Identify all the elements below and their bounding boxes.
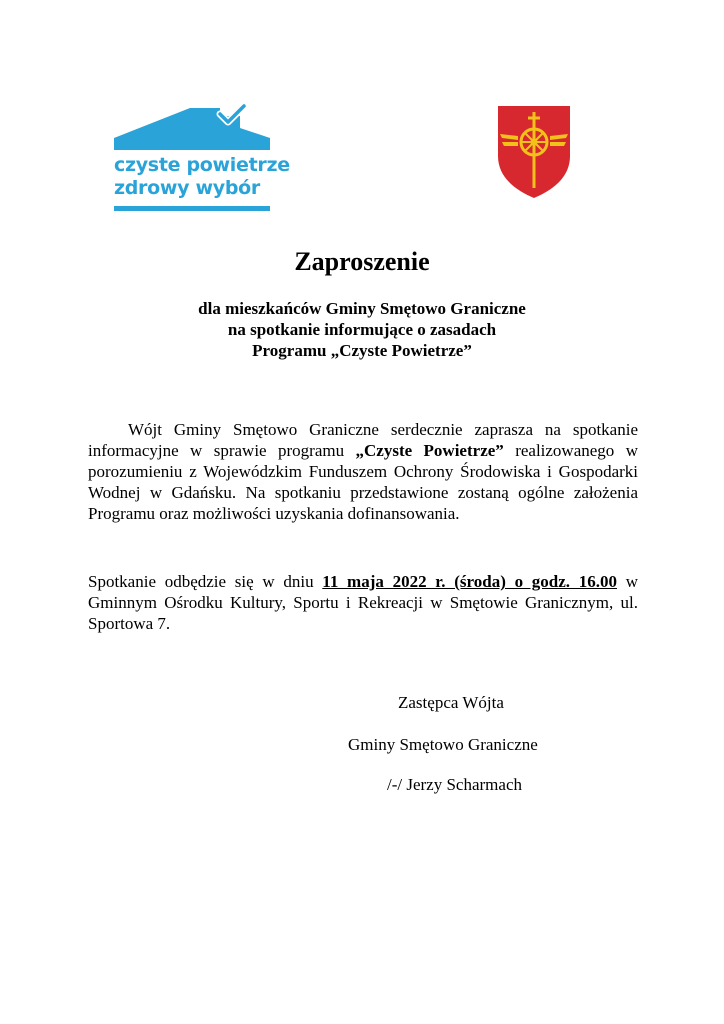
invitation-paragraph: [88, 419, 638, 524]
czyste-powietrze-logo: [112, 104, 290, 212]
paragraph1-text-start: Wójt Gminy Smętowo Graniczne serdecznie zaprasza na spotkanie informacyjne w sprawie programu: [88, 420, 638, 460]
paragraph1-text-end: realizowanego w porozumieniu z Wojewódzkim Funduszem Ochrony Środowiska i Gospodarki Wodnej w Gdańsku. Na spotkaniu przedstawione zostaną ogólne założenia Programu oraz możliwości uzyskania dofinansowania.: [88, 441, 638, 523]
coat-of-arms-icon: [496, 104, 572, 200]
logo-text-line2: zdrowy wybór: [114, 177, 260, 199]
logo-underline: [114, 206, 270, 211]
paragraph2-text-start: Spotkanie odbędzie się w dniu: [88, 572, 323, 591]
page-title: Zaproszenie: [294, 247, 430, 276]
meeting-date: 11 maja 2022 r. (środa) o godz. 16.00: [322, 572, 617, 591]
paragraph2-text-end: w Gminnym Ośrodku Kultury, Sportu i Rekreacji w Smętowie Granicznym, ul. Sportowa 7.: [88, 572, 638, 633]
subtitle-line1: dla mieszkańców Gminy Smętowo Graniczne: [198, 299, 526, 318]
house-roof-icon: [112, 104, 272, 154]
meeting-details-paragraph: [88, 571, 638, 634]
signature-name: /-/ Jerzy Scharmach: [387, 775, 522, 794]
signature-office: Gminy Smętowo Graniczne: [348, 735, 538, 754]
subtitle: [0, 298, 724, 361]
program-name: „Czyste Powietrze”: [355, 441, 504, 460]
logo-text-line1: czyste powietrze: [114, 154, 290, 176]
subtitle-line2: na spotkanie informujące o zasadach: [227, 320, 497, 339]
signature-title: Zastępca Wójta: [398, 693, 504, 712]
subtitle-line3: Programu „Czyste Powietrze”: [252, 341, 472, 360]
